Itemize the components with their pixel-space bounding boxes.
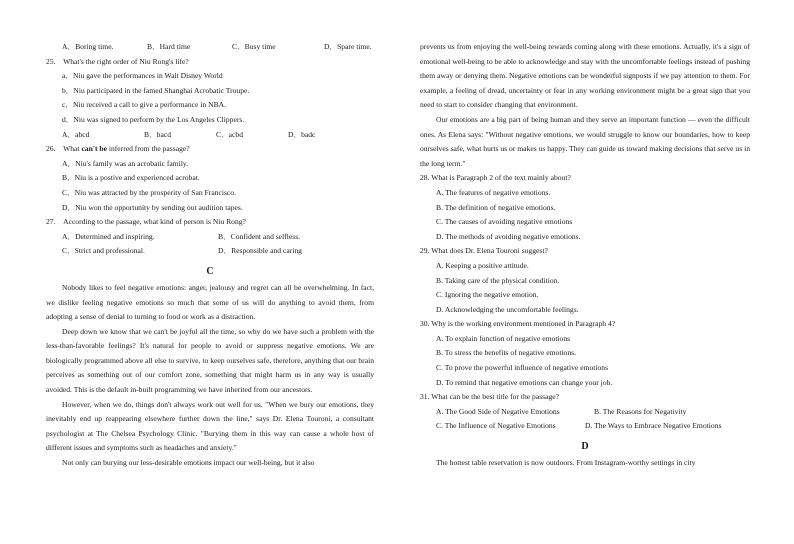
q26-option-b: B．Niu is a postive and experienced acrobat. [62, 173, 200, 183]
q27-option-a: A．Determined and inspiring. [62, 231, 155, 241]
q31-option-a: A. The Good Side of Negative Emotions [436, 406, 560, 416]
q24-option-a: A．Boring time. [62, 42, 114, 51]
passage-c-paragraph-5: Our emotions are a big part of being human and they serve an important function — even the difficult ones. As Elena says: "Without negative emotions, we would struggle to know our boundaries, how to keep ourselves safe, what hurts us or makes us happy. They can guide us toward making decisions that serve us in the long term." [420, 114, 750, 168]
q27-option-b: B．Confident and selfless. [218, 231, 301, 241]
q28-option-a: A. The features of negative emotions. [436, 187, 551, 197]
q26-stem-bold: can't be [81, 144, 107, 154]
passage-c-paragraph-4-cont: prevents us from enjoying the well-being rewards coming along with these emotions. Actually, it's a sign of emotional well-being to be able to acknowledge and stay with the uncomfortable feelings instead of pushing them away or denying them. Negative emotions can be wonderful signposts if we pay attention to them. For example, a feeling of dread, uncertainty or fear in any working environment might be a great sign that you need to start to consider changing that environment. [420, 42, 750, 110]
q25-stem: 25. What's the right order of Niu Rong's life? [46, 56, 189, 66]
q24-options [46, 40, 374, 55]
q25-item-b: b．Niu participated in the famed Shanghai Acrobatic Troupe. [62, 85, 250, 95]
q26-stem-prefix: 26. What [46, 144, 82, 154]
q24-option-b: B．Hard time [147, 42, 191, 51]
q28-option-d: D. The methods of avoiding negative emotions. [436, 231, 581, 241]
q26-stem-suffix: inferred from the passage? [106, 144, 190, 154]
q25-item-d: d．Niu was signed to perform by the Los Angeles Clippers. [62, 114, 245, 124]
section-c-title: C [206, 265, 214, 277]
q31-option-b: B. The Reasons for Negativity [594, 406, 687, 416]
q30-option-b: B. To stress the benefits of negative emotions. [436, 348, 576, 358]
q26-option-c: C．Niu was attracted by the prosperity of San Francisco. [62, 187, 236, 197]
q30-option-d: D. To remind that negative emotions can change your job. [436, 377, 613, 387]
q31-options-row1 [420, 405, 750, 420]
q31-options-row2 [420, 419, 750, 434]
q25-option-d: D．badc [288, 129, 316, 139]
q27-option-d: D．Responsible and caring [218, 246, 302, 256]
q26-option-d: D．Niu won the opportunity by sending out audition tapes. [62, 202, 243, 212]
q31-option-c: C. The Influence of Negative Emotions [436, 421, 556, 431]
q29-option-a: A. Keeping a positive attitude. [436, 260, 529, 270]
passage-c-paragraph-1: Nobody likes to feel negative emotions: anger, jealousy and regret can all be overwhelming. In fact, we dislike feeling negative emotions so much that some of us will do anything to avoid them, from adopting a sense of denial to turning to food or work as a distraction. [46, 282, 374, 322]
q30-option-c: C. To prove the powerful influence of negative emotions [436, 363, 609, 373]
q31-stem: 31. What can be the best title for the passage? [420, 392, 560, 402]
left-column [46, 40, 374, 471]
q25-item-a: a．Niu gave the performances in Walt Disney World [62, 71, 223, 81]
passage-c-paragraph-3: However, when we do, things don't always work out well for us. "When we bury our emotions, they inevitably end up reappearing elsewhere further down the line," says Dr. Elena Touroni, a consultant psychologist at The Chelsea Psychology Clinic. "Burying them in this way can cause a whole host of different issues and symptoms such as headaches and anxiety." [46, 399, 374, 453]
q26-option-a: A．Niu's family was an acrobatic family. [62, 158, 189, 168]
q27-options-row1 [46, 230, 374, 245]
q29-option-c: C. Ignoring the negative emotion. [436, 290, 539, 300]
q24-option-c: C．Busy time [232, 42, 276, 51]
q28-option-c: C. The causes of avoiding negative emotions [436, 217, 573, 227]
q24-option-d: D．Spare time. [324, 42, 372, 51]
q27-stem: 27. According to the passage, what kind of person is Niu Rong? [46, 217, 246, 227]
q31-option-d: D. The Ways to Embrace Negative Emotions [585, 421, 722, 431]
q29-option-b: B. Taking care of the physical condition. [436, 275, 560, 285]
q25-option-c: C．acbd [216, 129, 243, 139]
q29-stem: 29. What does Dr. Elena Touroni suggest? [420, 246, 548, 256]
passage-c-paragraph-4: Not only can burying our less-desirable emotions impact our well-being, but it also [62, 458, 315, 468]
passage-c-paragraph-2: Deep down we know that we can't be joyful all the time, so why do we have such a problem with the less-than-favorable feelings? It's natural for people to avoid or suppress negative emotions. We are biologically programmed above all else to survive, to keep ourselves safe, therefore, anything that our brain perceives as something out of our comfort zone, something that might harm us in any way is usually avoided. This is the default in-built programming we have inherited from our ancestors. [46, 326, 374, 395]
q25-option-a: A．abcd [62, 129, 90, 139]
q25-option-b: B．bacd [144, 129, 171, 139]
passage-d-paragraph-1: The hottest table reservation is now outdoors. From Instagram-worthy settings in city [436, 458, 696, 468]
q30-stem: 30. Why is the working environment mentioned in Paragraph 4? [420, 319, 616, 329]
q27-option-c: C．Strict and professional. [62, 246, 145, 256]
q27-options-row2 [46, 244, 374, 259]
right-column [420, 40, 750, 471]
q28-option-b: B. The definition of negative emotions. [436, 202, 556, 212]
q26-stem [46, 142, 374, 157]
q25-options [46, 128, 374, 143]
q25-item-c: c．Niu received a call to give a performance in NBA. [62, 100, 227, 110]
q29-option-d: D. Acknowledging the uncomfortable feelings. [436, 304, 579, 314]
q30-option-a: A. To explain function of negative emotions [436, 333, 571, 343]
q28-stem: 28. What is Paragraph 2 of the text mainly about? [420, 173, 571, 183]
section-d-title: D [581, 441, 589, 453]
